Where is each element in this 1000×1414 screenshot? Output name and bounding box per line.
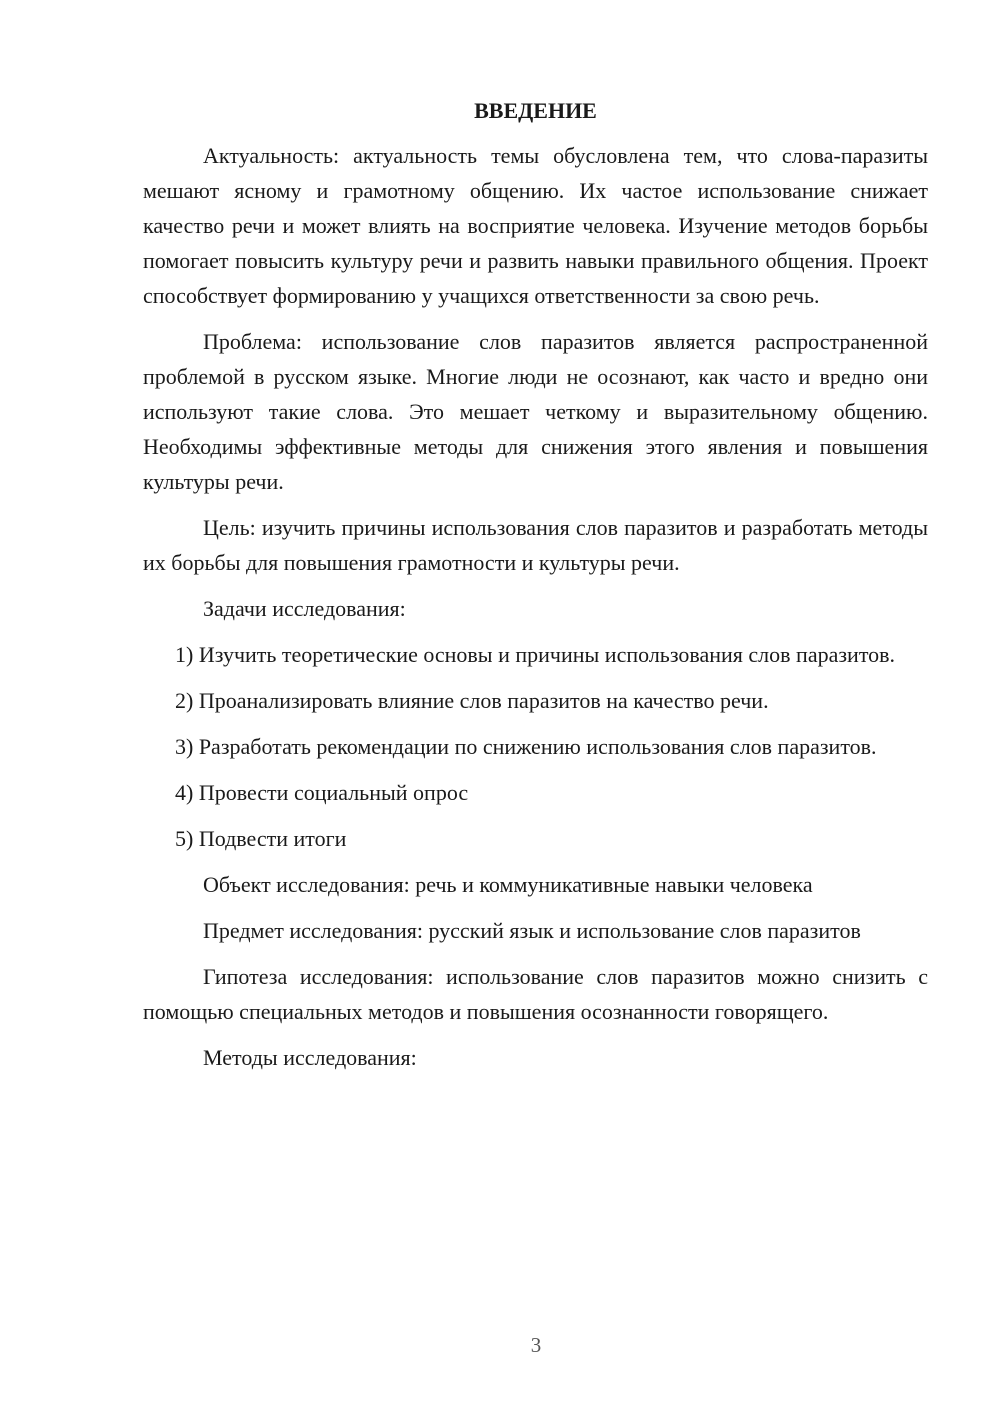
subject-paragraph: Предмет исследования: русский язык и использование слов паразитов <box>203 918 861 943</box>
goal-paragraph: Цель: изучить причины использования слов паразитов и разработать методы их борьбы для повышения грамотности и культуры речи. <box>143 515 928 575</box>
page-number: 3 <box>530 1333 542 1357</box>
section-heading: ВВЕДЕНИЕ <box>474 98 597 123</box>
relevance-paragraph: Актуальность: актуальность темы обусловлена тем, что слова-паразиты мешают ясному и грамотному общению. Их частое использование снижает качество речи и может влиять на восприятие человека. Изучение методов борьбы помогает повысить культуру речи и развить навыки правильного общения. Проект способствует формированию у учащихся ответственности за свою речь. <box>143 143 928 308</box>
object-paragraph: Объект исследования: речь и коммуникативные навыки человека <box>203 872 813 897</box>
task-item-2: 2) Проанализировать влияние слов паразитов на качество речи. <box>175 688 769 713</box>
problem-paragraph: Проблема: использование слов паразитов является распространенной проблемой в русском языке. Многие люди не осознают, как часто и вредно они используют такие слова. Это мешает четкому и выразительному общению. Необходимы эффективные методы для снижения этого явления и повышения культуры речи. <box>143 329 928 494</box>
task-item-1: 1) Изучить теоретические основы и причины использования слов паразитов. <box>175 642 896 667</box>
tasks-title: Задачи исследования: <box>203 596 406 621</box>
task-item-3: 3) Разработать рекомендации по снижению использования слов паразитов. <box>175 734 877 759</box>
methods-title: Методы исследования: <box>203 1045 417 1070</box>
document-page <box>143 96 928 1086</box>
hypothesis-paragraph: Гипотеза исследования: использование слов паразитов можно снизить с помощью специальных методов и повышения осознанности говорящего. <box>143 964 928 1024</box>
task-item-4: 4) Провести социальный опрос <box>175 780 469 805</box>
task-item-5: 5) Подвести итоги <box>175 826 347 851</box>
